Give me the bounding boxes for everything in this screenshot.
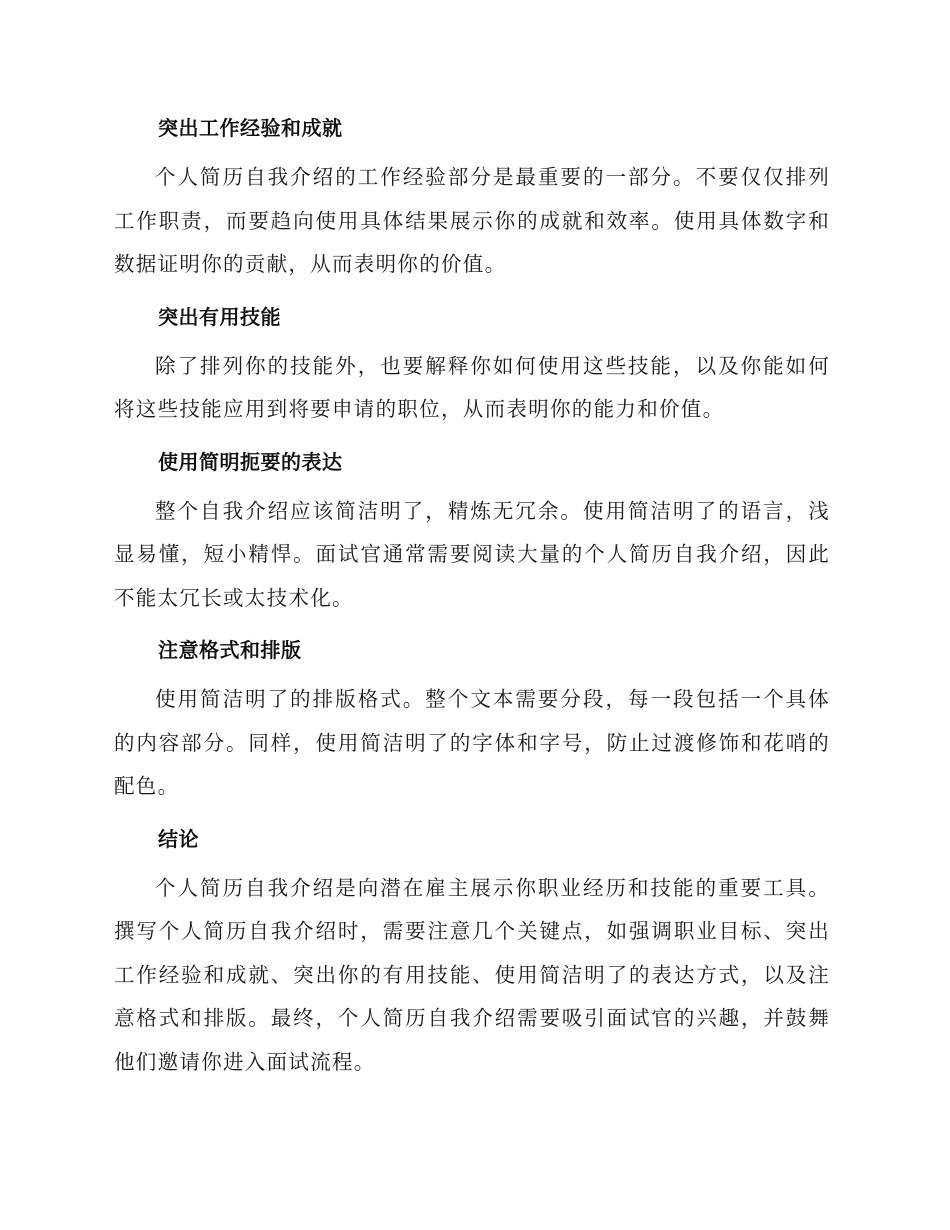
section-conclusion — [114, 819, 830, 1085]
section-heading: 注意格式和排版 — [158, 638, 302, 662]
section-format-layout — [114, 630, 830, 809]
section-heading: 使用简明扼要的表达 — [158, 449, 343, 474]
document-body — [114, 108, 830, 1094]
section-paragraph: 个人简历自我介绍是向潜在雇主展示你职业经历和技能的重要工具。撰写个人简历自我介绍时，需要注意几个关键点，如强调职业目标、突出工作经验和成就、突出你的有用技能、使用简洁明了的表达方式，以及注意格式和排版。最终，个人简历自我介绍需要吸引面试官的兴趣，并鼓舞他们邀请你进入面试流程。 — [114, 875, 830, 1074]
section-heading: 突出工作经验和成就 — [158, 116, 343, 140]
section-concise-expression — [114, 442, 830, 621]
section-paragraph: 个人简历自我介绍的工作经验部分是最重要的一部分。不要仅仅排列工作职责，而要趋向使用具体结果展示你的成就和效率。使用具体数字和数据证明你的贡献，从而表明你的价值。 — [114, 165, 830, 276]
section-heading: 结论 — [158, 826, 199, 851]
section-useful-skills — [114, 297, 830, 432]
section-heading: 突出有用技能 — [158, 304, 281, 329]
section-paragraph: 整个自我介绍应该简洁明了，精炼无冗余。使用简洁明了的语言，浅显易懂，短小精悍。面试官通常需要阅读大量的个人简历自我介绍，因此不能太冗长或太技术化。 — [114, 498, 830, 610]
section-paragraph: 使用简洁明了的排版格式。整个文本需要分段，每一段包括一个具体的内容部分。同样，使用简洁明了的字体和字号，防止过渡修饰和花哨的配色。 — [114, 687, 830, 798]
section-paragraph: 除了排列你的技能外，也要解释你如何使用这些技能，以及你能如何将这些技能应用到将要申请的职位，从而表明你的能力和价值。 — [114, 353, 830, 421]
section-work-experience — [114, 108, 830, 287]
